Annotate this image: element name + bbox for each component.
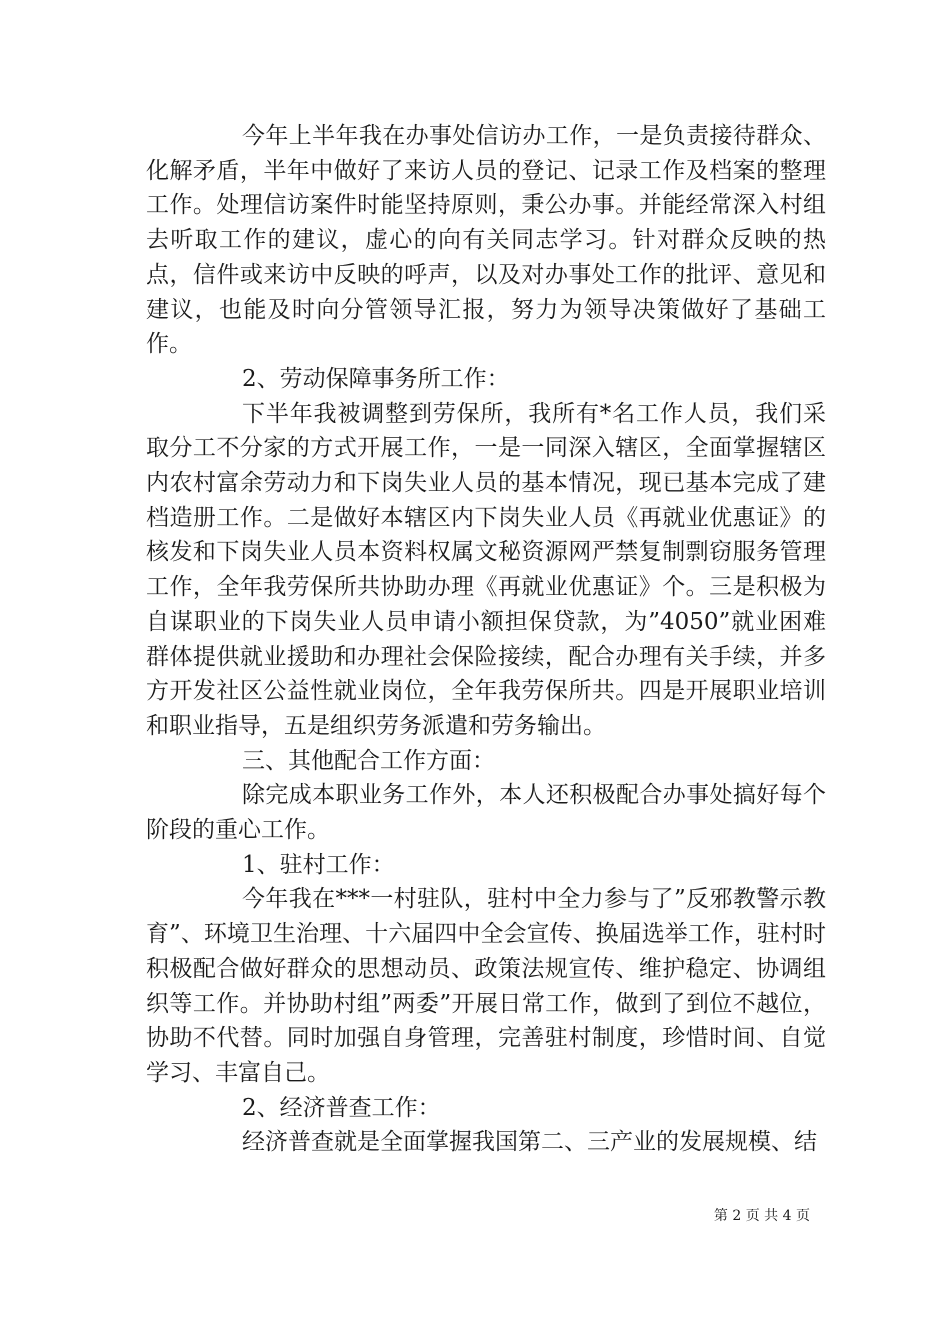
paragraph-economic-census: 经济普查就是全面掌握我国第二、三产业的发展规模、结 [242, 1129, 817, 1156]
heading-village-work: 1、驻村工作： [242, 851, 395, 878]
paragraph-village-work: 今年我在***一村驻队，驻村中全力参与了”反邪教警示教育”、环境卫生治理、十六届四中全会宣传、换届选举工作，驻村时积极配合做好群众的思想动员、政策法规宣传、维护稳定、协调组织等工作。并协助村组”两委”开展日常工作，做到了到位不越位，协助不代替。同时加强自身管理，完善驻村制度，珍惜时间、自觉学习、丰富自己。 [146, 886, 826, 1086]
document-body [146, 119, 826, 1160]
paragraph-other-work: 除完成本职业务工作外，本人还积极配合办事处搞好每个阶段的重心工作。 [146, 782, 826, 844]
paragraph-petition-office: 今年上半年我在办事处信访办工作，一是负责接待群众、化解矛盾，半年中做好了来访人员的登记、记录工作及档案的整理工作。处理信访案件时能坚持原则，秉公办事。并能经常深入村组去听取工作的建议，虚心的向有关同志学习。针对群众反映的热点，信件或来访中反映的呼声，以及对办事处工作的批评、意见和建议，也能及时向分管领导汇报，努力为领导决策做好了基础工作。 [146, 123, 826, 358]
paragraph-labor-security: 下半年我被调整到劳保所，我所有*名工作人员，我们采取分工不分家的方式开展工作，一是一同深入辖区，全面掌握辖区内农村富余劳动力和下岗失业人员的基本情况，现已基本完成了建档造册工作。二是做好本辖区内下岗失业人员《再就业优惠证》的核发和下岗失业人员本资料权属文秘资源网严禁复制剽窃服务管理工作，全年我劳保所共协助办理《再就业优惠证》个。三是积极为自谋职业的下岗失业人员申请小额担保贷款，为”4050”就业困难群体提供就业援助和办理社会保险接续，配合办理有关手续，并多方开发社区公益性就业岗位，全年我劳保所共。四是开展职业培训和职业指导，五是组织劳务派遣和劳务输出。 [146, 400, 826, 739]
heading-economic-census: 2、经济普查工作： [242, 1094, 441, 1121]
heading-other-work: 三、其他配合工作方面： [242, 747, 495, 774]
heading-labor-security: 2、劳动保障事务所工作： [242, 365, 510, 392]
page-number-footer: 第 2 页 共 4 页 [713, 1208, 810, 1224]
